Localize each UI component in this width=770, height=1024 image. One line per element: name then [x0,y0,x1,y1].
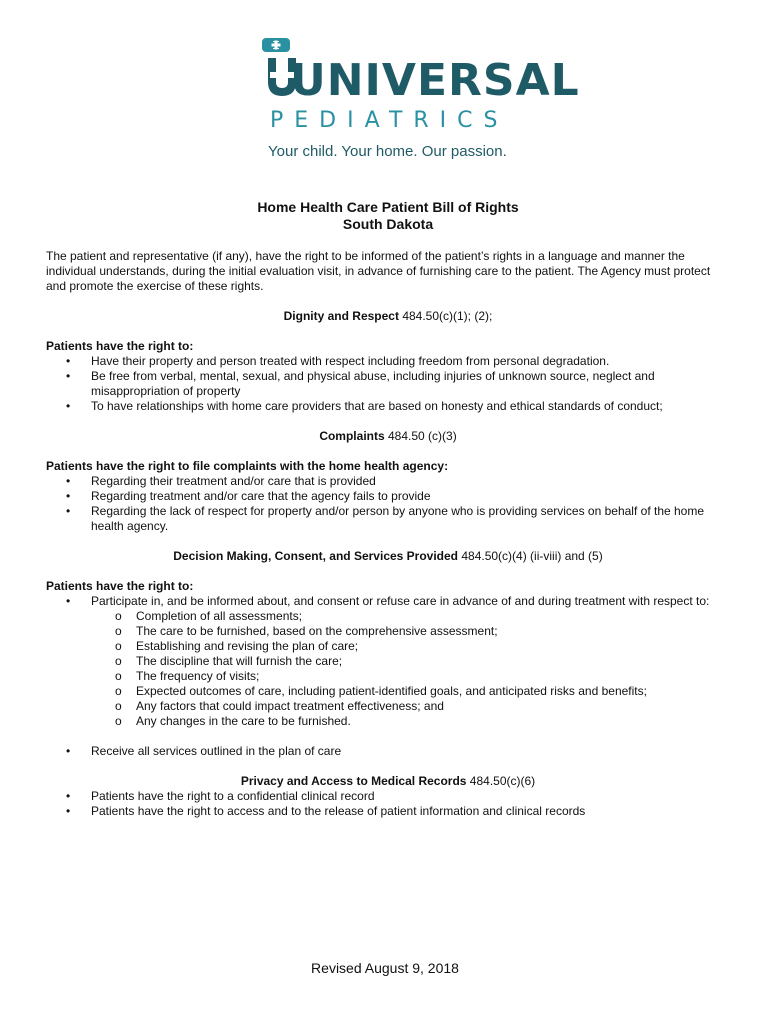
logo-subword: PEDIATRICS [270,108,509,133]
list-item [46,594,730,729]
sub-list-item [91,639,730,654]
bullet-icon: • [66,804,71,818]
list-item-text: Regarding the lack of respect for property and/or person by anyone who is providing services on behalf of the home health agency. [91,504,705,533]
sub-list-item-text: The frequency of visits; [136,669,260,683]
revision-date: Revised August 9, 2018 [311,960,459,976]
sub-list-item [91,699,730,714]
bullet-icon: • [66,474,71,488]
universal-pediatrics-logo [240,36,580,166]
section-heading-privacy [46,774,730,789]
logo-tagline: Your child. Your home. Our passion. [268,143,507,160]
section-heading-dignity [46,309,730,324]
list-item-text: Receive all services outlined in the plan of care [91,744,342,758]
document-title [46,199,730,233]
list-item-text: Patients have the right to a confidential clinical record [91,789,375,803]
sub-list-item-text: Any factors that could impact treatment effectiveness; and [136,699,444,713]
list-item-text: Participate in, and be informed about, and consent or refuse care in advance of and during treatment with respect to: [91,594,710,608]
list-item-text: To have relationships with home care providers that are based on honesty and ethical standards of conduct; [91,399,663,413]
list-item [46,744,730,759]
sub-bullet-icon: o [115,714,122,728]
bullet-icon: • [66,489,71,503]
sub-bullet-icon: o [115,639,122,653]
heading-ref: 484.50(c)(4) (ii-viii) and (5) [458,549,603,563]
list-item-text: Regarding their treatment and/or care that is provided [91,474,376,488]
heading-ref: 484.50(c)(6) [466,774,536,788]
sub-list-item-text: The care to be furnished, based on the comprehensive assessment; [136,624,498,638]
sub-bullet-icon: o [115,699,122,713]
section-heading-complaints [46,429,730,444]
heading-text: Privacy and Access to Medical Records [240,774,467,788]
sub-list-item [91,714,730,729]
list-item [46,399,730,414]
sub-list-item [91,624,730,639]
list-item [46,354,730,369]
intro-paragraph: The patient and representative (if any), have the right to be informed of the patient’s rights in a language and manner the individual understands, during the initial evaluation visit, in advance of furnishing care to the patient. The Agency must protect and promote the exercise of these rights. [46,249,711,293]
sub-bullet-icon: o [115,684,122,698]
dignity-list [46,354,730,414]
list-item-text: Regarding treatment and/or care that the agency fails to provide [91,489,431,503]
decision-lead: Patients have the right to: [46,579,194,593]
heading-text: Decision Making, Consent, and Services Provided [173,549,459,563]
list-item [46,789,730,804]
bullet-icon: • [66,369,71,383]
list-item [46,489,730,504]
complaints-lead: Patients have the right to file complaints with the home health agency: [46,459,449,473]
heading-text: Complaints [319,429,385,443]
sub-bullet-icon: o [115,624,122,638]
list-item-text: Have their property and person treated with respect including freedom from personal degradation. [91,354,610,368]
bullet-icon: • [66,354,71,368]
sub-list-item-text: Any changes in the care to be furnished. [136,714,351,728]
list-item [46,504,730,534]
sub-bullet-icon: o [115,609,122,623]
sub-list-item [91,684,730,699]
sub-list-item [91,654,730,669]
list-item [46,369,730,399]
bullet-icon: • [66,504,71,518]
sub-list-item-text: The discipline that will furnish the care; [136,654,343,668]
sub-list-item [91,609,730,624]
complaints-list [46,474,730,534]
bullet-icon: • [66,399,71,413]
logo-wordmark: UNIVERSAL [290,55,580,106]
list-item [46,804,730,819]
bullet-icon: • [66,594,71,608]
sub-list-item-text: Completion of all assessments; [136,609,303,623]
sub-list-item-text: Establishing and revising the plan of care; [136,639,359,653]
decision-list [46,594,730,759]
bullet-icon: • [66,789,71,803]
title-line-2: South Dakota [342,216,434,232]
sub-list-item [91,669,730,684]
dignity-lead: Patients have the right to: [46,339,194,353]
sub-bullet-icon: o [115,669,122,683]
privacy-list [46,789,730,819]
list-item [46,474,730,489]
section-heading-decision [46,549,730,564]
document-body [46,199,730,819]
bullet-icon: • [66,744,71,758]
heading-ref: 484.50 (c)(3) [384,429,457,443]
list-item-text: Patients have the right to access and to the release of patient information and clinical records [91,804,586,818]
title-line-1: Home Health Care Patient Bill of Rights [257,199,519,215]
sub-bullet-icon: o [115,654,122,668]
heading-ref: 484.50(c)(1); (2); [398,309,493,323]
sub-list-item-text: Expected outcomes of care, including patient-identified goals, and anticipated risks and benefits; [136,684,647,698]
list-item-text: Be free from verbal, mental, sexual, and physical abuse, including injuries of unknown source, neglect and misappropriation of property [91,369,655,398]
decision-sublist [91,609,730,729]
heading-text: Dignity and Respect [283,309,399,323]
